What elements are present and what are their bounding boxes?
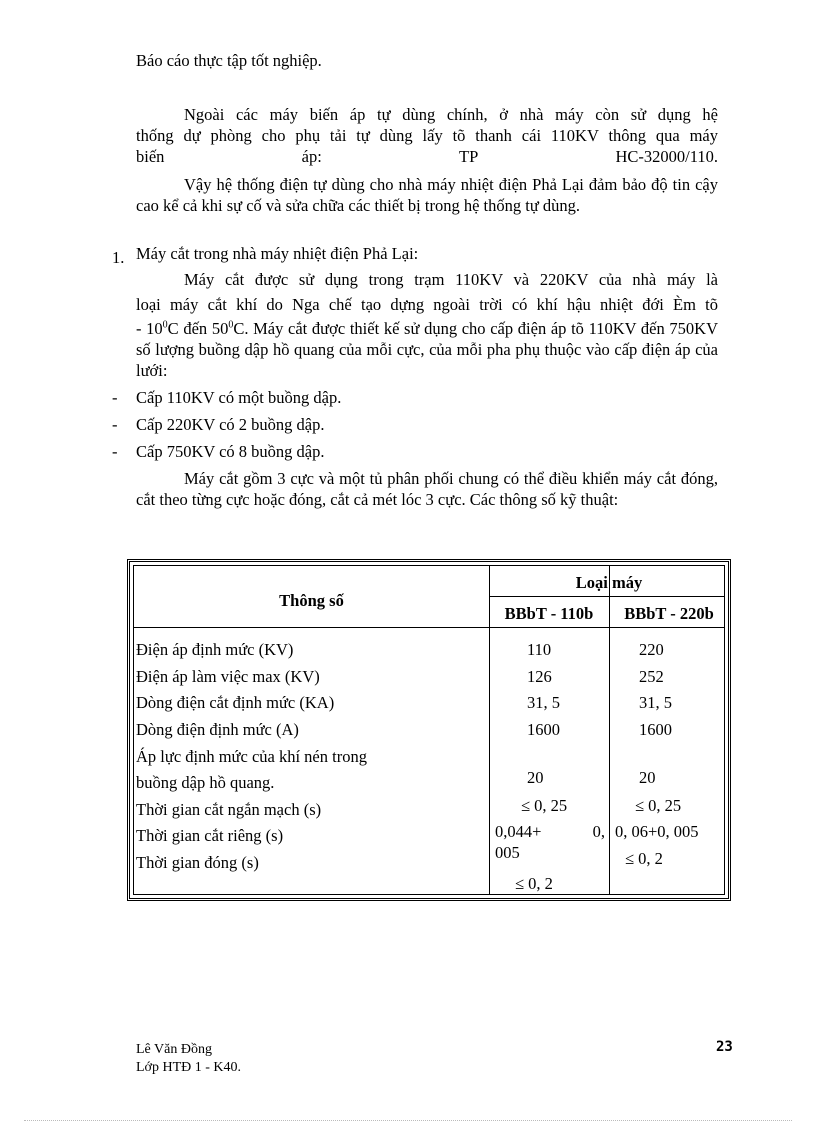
paragraph-1-line-1: Ngoài các máy biến áp tự dùng chính, ở nhà máy còn sử dụng hệ [184,105,718,124]
degree-superscript: 0 [228,319,234,331]
section-title: Máy cắt trong nhà máy nhiệt điện Phả Lại: [136,244,419,263]
bullet-item: Cấp 750KV có 8 buồng dập. [136,442,325,461]
page-number: 23 [716,1039,733,1055]
bullet-marker: - [112,442,118,461]
row-value-110 [495,821,605,842]
word: TP [459,147,479,166]
document-header: Báo cáo thực tập tốt nghiệp. [136,51,322,70]
type-header: Loại máy [575,573,643,592]
value-part: 0,044+ [495,822,542,841]
row-value-220: ≤ 0, 25 [635,796,682,815]
specs-table [127,559,731,901]
bullet-marker: - [112,388,118,407]
word: biến [136,147,165,166]
row-value-110: ≤ 0, 2 [515,874,553,893]
paragraph-4-rest: C. Máy cắt được thiết kế sử dụng cho cấp điện áp tõ 110KV đến 750KV số lượng buồng dập hồ quang của mỗi cực, của mỗi pha phụ thuộc vào cấp điện áp của lưới: [136,319,718,380]
paragraph-3 [136,269,718,315]
row-value-110-continued: 005 [495,843,520,862]
footer-class: Lớp HTĐ 1 - K40. [136,1060,241,1075]
value-part: 0, [592,822,605,841]
row-value-110: 1600 [527,720,560,739]
row-value-220: 0, 06+0, 005 [615,822,699,841]
row-value-110: 20 [527,768,544,787]
row-label: Điện áp làm việc max (KV) [136,667,320,686]
header-divider [134,627,724,628]
row-value-110: 126 [527,667,552,686]
paragraph-1-line-2: thống dự phòng cho phụ tải tự dùng lấy tõ thanh cái 110KV thông qua máy [136,126,718,145]
paragraph-2: Vậy hệ thống điện tự dùng cho nhà máy nhiệt điện Phả Lại đảm bảo độ tin cậy cao kể cả khi sự cố và sửa chữa các thiết bị trong hệ thống tự dùng. [136,175,718,215]
section-number: 1. [112,248,125,267]
row-divider [489,596,724,597]
bullet-item: Cấp 220KV có 2 buồng dập. [136,415,325,434]
row-label-line-1: Áp lực định mức của khí nén trong [136,747,367,766]
row-value-220: 220 [639,640,664,659]
paragraph-1-line-3 [136,146,718,167]
col1-header: BBbT - 110b [504,604,594,623]
row-label: Thời gian đóng (s) [136,853,259,872]
param-header: Thông số [279,591,344,610]
footer-author: Lê Văn Đồng [136,1042,212,1057]
word: HC-32000/110. [615,147,718,166]
row-value-220: 31, 5 [639,693,672,712]
degree-superscript: 0 [162,319,168,331]
paragraph-5: Máy cắt gồm 3 cực và một tủ phân phối chung có thể điều khiển máy cắt đóng, cắt theo từng cực hoặc đóng, cắt cả mét lóc 3 cực. Các thông số kỹ thuật: [136,469,718,509]
bullet-marker: - [112,415,118,434]
col2-header: BBbT - 220b [624,604,714,623]
word: áp: [301,147,322,166]
temp-max: C đến 50 [167,319,229,338]
row-label: Dòng điện cắt định mức (KA) [136,693,335,712]
row-label: Thời gian cắt ngắn mạch (s) [136,800,322,819]
row-label: Điện áp định mức (KV) [136,640,294,659]
paragraph-3-line-2: loại máy cắt khí do Nga chế tạo dựng ngoài trời có khí hậu nhiệt đới Èm tõ [136,295,718,314]
specs-table-grid [133,565,725,895]
paragraph-1 [136,104,718,167]
paragraph-3-line-1: Máy cắt được sử dụng trong trạm 110KV và 220KV của nhà máy là [184,270,718,289]
row-value-220: 252 [639,667,664,686]
bullet-item: Cấp 110KV có một buồng dập. [136,388,342,407]
row-value-110: 110 [527,640,552,659]
row-value-110: ≤ 0, 25 [521,796,568,815]
paragraph-4 [136,318,718,381]
row-label: Dòng điện định mức (A) [136,720,299,739]
page-bottom-divider [24,1120,792,1121]
row-label: Thời gian cắt riêng (s) [136,826,284,845]
row-value-220: ≤ 0, 2 [625,849,663,868]
row-value-220: 1600 [639,720,672,739]
row-label-line-2: buồng dập hồ quang. [136,773,275,792]
temp-min: - 10 [136,319,163,338]
row-value-220: 20 [639,768,656,787]
row-value-110: 31, 5 [527,693,560,712]
